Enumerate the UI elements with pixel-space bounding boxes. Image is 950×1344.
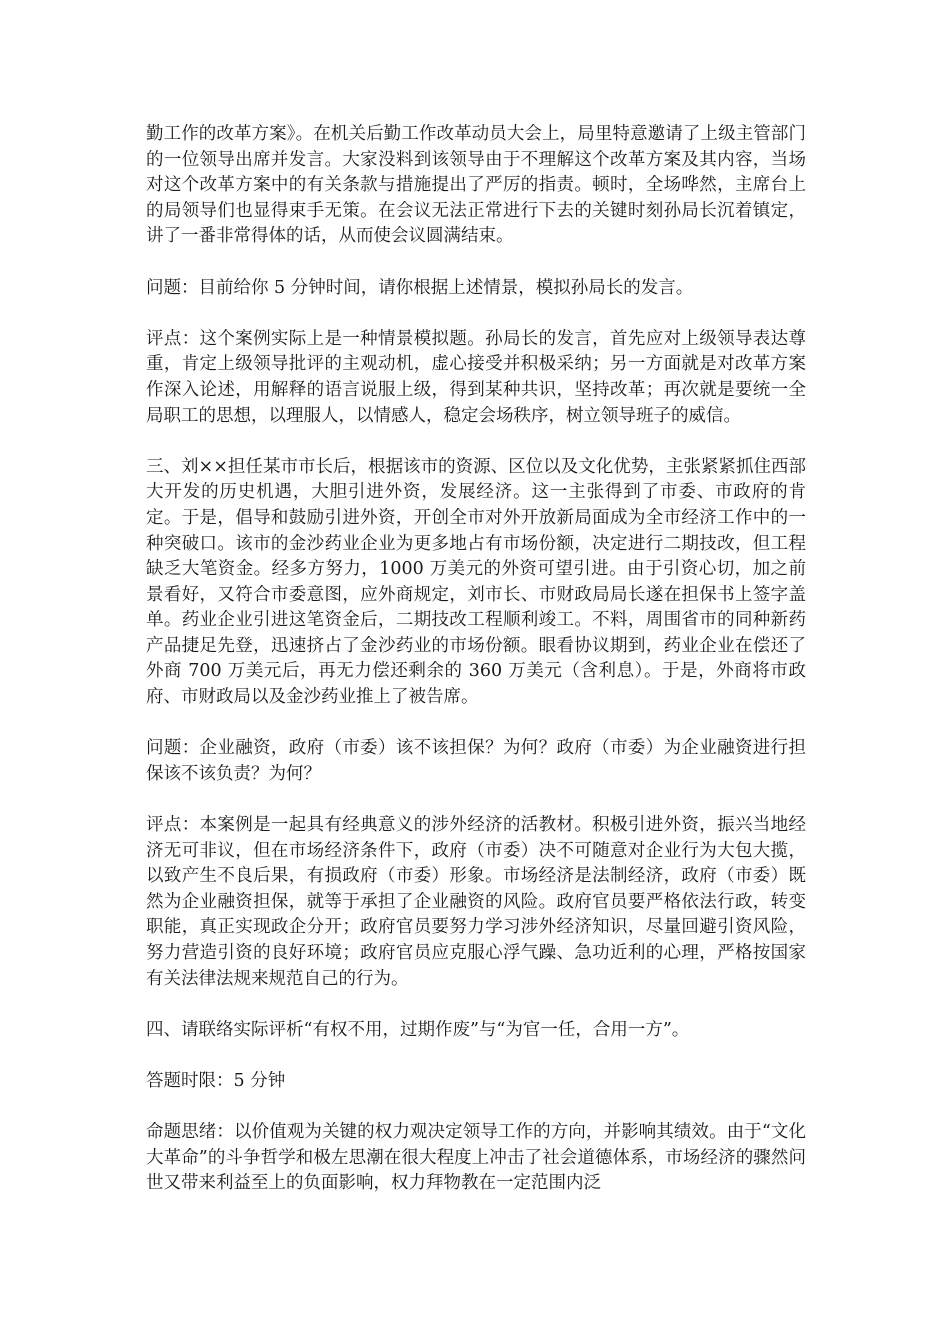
paragraph-question-1: 问题：目前给你 5 分钟时间，请你根据上述情景，模拟孙局长的发言。 <box>146 277 694 298</box>
paragraph-case-4: 四、请联络实际评析“有权不用，过期作废”与“为官一任，合用一方”。 <box>146 1019 690 1040</box>
document-body <box>146 122 806 1223</box>
paragraph-case-3: 三、刘××担任某市市长后，根据该市的资源、区位以及文化优势，主张紧紧抓住西部大开发的历史机遇，大胆引进外资，发展经济。这一主张得到了市委、市政府的肯定。于是，倡导和鼓励引进外资，开创全市对外开放新局面成为全市经济工作中的一种突破口。该市的金沙药业企业为更多地占有市场份额，决定进行二期技改，但工程缺乏大笔资金。经多方努力，1000 万美元的外资可望引进。由于引资心切，加之前景看好，又符合市委意图，应外商规定，刘市长、市财政局局长遂在担保书上签字盖单。药业企业引进这笔资金后，二期技改工程顺利竣工。不料，周围省市的同种新药产品捷足先登，迅速挤占了金沙药业的市场份额。眼看协议期到，药业企业在偿还了外商 700 万美元后，再无力偿还剩余的 360 万美元（含利息）。于是，外商将市政府、市财政局以及金沙药业推上了被告席。 <box>146 456 806 708</box>
paragraph-question-3: 问题：企业融资，政府（市委）该不该担保？为何？政府（市委）为企业融资进行担保该不该负责？为何？ <box>146 738 806 784</box>
paragraph-time-limit: 答题时限：5 分钟 <box>146 1070 286 1091</box>
paragraph-comment-1: 评点：这个案例实际上是一种情景模拟题。孙局长的发言，首先应对上级领导表达尊重，肯定上级领导批评的主观动机，虚心接受并积极采纳；另一方面就是对改革方案作深入论述，用解释的语言说服上级，得到某种共识，坚持改革；再次就是要统一全局职工的思想，以理服人，以情感人，稳定会场秩序，树立领导班子的威信。 <box>146 328 806 426</box>
paragraph-reform-meeting: 勤工作的改革方案》。在机关后勤工作改革动员大会上，局里特意邀请了上级主管部门的一位领导出席并发言。大家没料到该领导由于不理解这个改革方案及其内容，当场对这个改革方案中的有关条款与措施提出了严厉的指责。顿时，全场哗然，主席台上的局领导们也显得束手无策。在会议无法正常进行下去的关键时刻孙局长沉着镇定，讲了一番非常得体的话，从而使会议圆满结束。 <box>146 124 806 247</box>
paragraph-comment-3: 评点：本案例是一起具有经典意义的涉外经济的活教材。积极引进外资，振兴当地经济无可非议，但在市场经济条件下，政府（市委）决不可随意对企业行为大包大揽，以致产生不良后果，有损政府（市委）形象。市场经济是法制经济，政府（市委）既然为企业融资担保，就等于承担了企业融资的风险。政府官员要严格依法行政，转变职能，真正实现政企分开；政府官员要努力学习涉外经济知识，尽量回避引资风险，努力营造引资的良好环境；政府官员应克服心浮气躁、急功近利的心理，严格按国家有关法律法规来规范自己的行为。 <box>146 815 806 989</box>
paragraph-idea: 命题思绪：以价值观为关键的权力观决定领导工作的方向，并影响其绩效。由于“文化大革命”的斗争哲学和极左思潮在很大程度上冲击了社会道德体系，市场经济的骤然问世又带来利益至上的负面影响，权力拜物教在一定范围内泛 <box>146 1122 806 1194</box>
